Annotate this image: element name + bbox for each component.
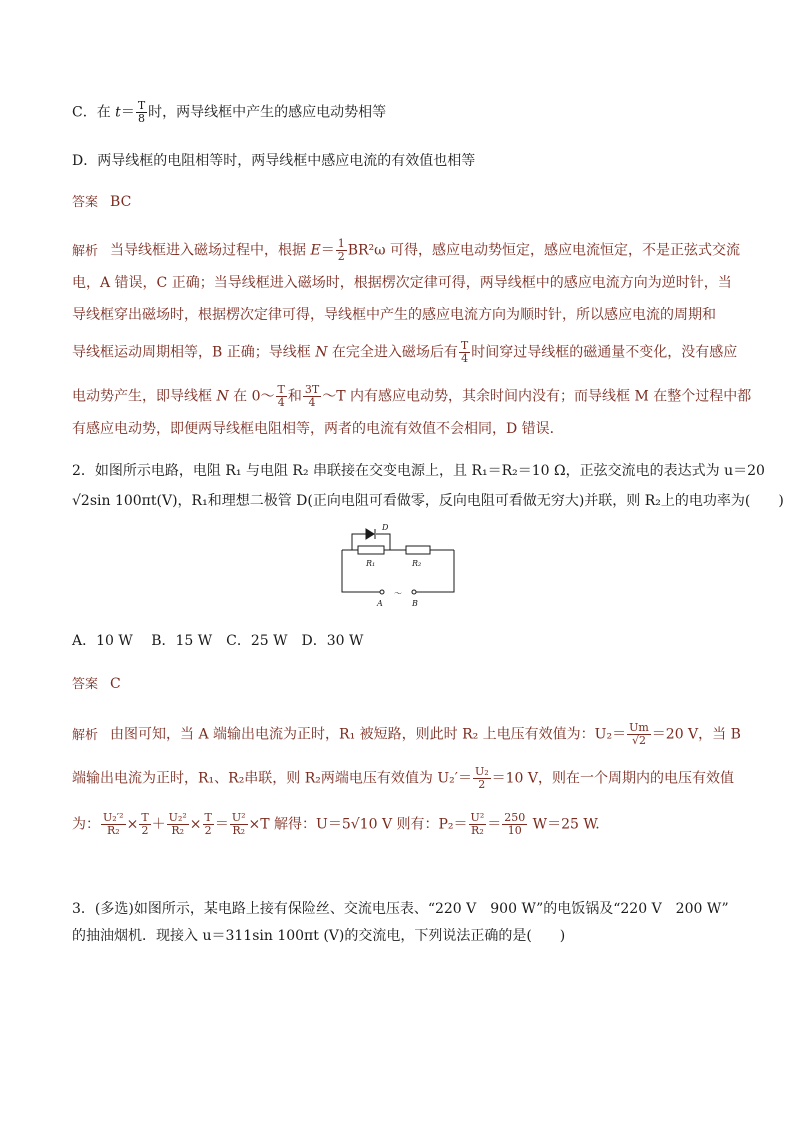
resistor-r2 bbox=[406, 546, 430, 554]
explanation-1-line-4: 导线框运动周期相等，B 正确；导线框 N 在完全进入磁场后有 $\frac{T}{4}$ 时间穿过导线框的磁通量不变化，没有感应 bbox=[72, 339, 738, 365]
option-c-text: 时，两导线框中产生的感应电动势相等 bbox=[148, 104, 387, 121]
answer-label: 答案 bbox=[72, 677, 99, 692]
equals: ＝ bbox=[120, 104, 135, 121]
left-wire bbox=[342, 550, 380, 592]
question-2-line-2: √2sin 100πt(V)，R₁和理想二极管 D(正向电阻可看做零，反向电阻可看做无穷大)并联，则 R₂上的电功率为( ) bbox=[72, 493, 784, 509]
fraction-u2-over-2: $\frac{\text{U₂}}{2}$ bbox=[474, 765, 489, 791]
r2-label: R₂ bbox=[412, 559, 422, 568]
fraction-t-over-4: $\frac{T}{4}$ bbox=[277, 383, 285, 409]
terminal-b bbox=[412, 590, 416, 594]
question-3-line-1: 3．(多选)如图所示，某电路上接有保险丝、交流电压表、“220 V 900 W”的电饭锅及“220 V 200 W” bbox=[72, 901, 729, 917]
question-3-line-2: 的抽油烟机．现接入 u＝311sin 100πt (V)的交流电，下列说法正确的是( ) bbox=[72, 928, 566, 944]
answer-2 bbox=[72, 673, 734, 696]
ac-source-symbol: ～ bbox=[394, 589, 402, 598]
right-wire bbox=[416, 550, 454, 592]
explanation-1-line-2: 电，A 错误，C 正确；当导线框进入磁场时，根据楞次定律可得，两导线框中的感应电流方向为逆时针，当 bbox=[72, 275, 732, 291]
option-d: D．两导线框的电阻相等时，两导线框中感应电流的有效值也相等 bbox=[72, 153, 476, 169]
fraction-um-over-root2: $\frac{Um}{√2}$ bbox=[629, 721, 649, 747]
r1-label: R₁ bbox=[366, 559, 376, 568]
answer-value: BC bbox=[110, 194, 132, 210]
answer-1 bbox=[72, 191, 734, 214]
resistor-r1 bbox=[358, 546, 384, 554]
terminal-b-label: B bbox=[412, 599, 418, 608]
var-t: t bbox=[115, 104, 121, 121]
explanation-1-line-1: 解析 当导线框进入磁场过程中，根据 E＝ $\frac{1}{2}$ BR²ω 可得，感应电动势恒定，感应电流恒定，不是正弦式交流 bbox=[72, 237, 741, 263]
fraction-3t-over-4: $\frac{3T}{4}$ bbox=[304, 383, 320, 409]
answer-value: C bbox=[110, 676, 121, 692]
explanation-1-line-5: 电动势产生，即导线框 N 在 0～ $\frac{T}{4}$ 和 $\frac{3T}{4}$ ～T 内有感应电动势，其余时间内没有；而导线框 M 在整个过程中都 bbox=[72, 383, 752, 409]
explanation-1-line-6: 有感应电动势，即便两导线框电阻相等，两者的电流有效值不会相同，D 错误． bbox=[72, 421, 564, 437]
explanation-label: 解析 bbox=[72, 727, 99, 743]
fraction-one-half: $\frac{1}{2}$ bbox=[337, 237, 345, 263]
terminal-a bbox=[380, 590, 384, 594]
explanation-2-line-1: 解析 由图可知，当 A 端输出电流为正时，R₁ 被短路，则此时 R₂ 上电压有效值为：U₂＝ $\frac{Um}{√2}$ ＝20 V，当 B bbox=[72, 721, 741, 747]
terminal-a-label: A bbox=[377, 599, 383, 608]
explanation-label: 解析 bbox=[72, 243, 99, 259]
diode-symbol bbox=[366, 529, 374, 539]
explanation-1-line-3: 导线框穿出磁场时，根据楞次定律可得，导线框中产生的感应电流方向为顺时针，所以感应电流的周期和 bbox=[72, 307, 716, 323]
question-2-line-1: 2．如图所示电路，电阻 R₁ 与电阻 R₂ 串联接在交变电源上，且 R₁＝R₂＝10 Ω，正弦交流电的表达式为 u＝20 bbox=[72, 463, 765, 479]
option-c-prefix: C．在 bbox=[72, 104, 116, 121]
question-2-options: A．10 W B．15 W C．25 W D．30 W bbox=[72, 633, 364, 649]
fraction-t-over-8: $\frac{T}{8}$ bbox=[137, 99, 146, 125]
option-c bbox=[72, 100, 734, 125]
fraction-t-over-4: $\frac{T}{4}$ bbox=[460, 339, 469, 365]
diode-label: D bbox=[382, 523, 389, 532]
circuit-diagram bbox=[338, 520, 458, 612]
answer-label: 答案 bbox=[72, 195, 99, 210]
explanation-2-line-3: 为： $\frac{\text{U₂′²}}{\text{R₂}}$ × $\frac{T}{2}$ ＋ $\frac{\text{U₂²}}{\text{R₂}}$ × $\frac{T}{2}$ ＝ $\frac{\text{U²}}{\text{R₂}}$ ×T 解得：U＝5√10 V 则有：P₂＝ $\frac{\text{U²}}{\text{R₂}}$ ＝ $\frac{250}{10}$ W＝25 W. bbox=[72, 811, 600, 837]
explanation-2-line-2: 端输出电流为正时，R₁、R₂串联，则 R₂两端电压有效值为 U₂′＝ $\frac{\text{U₂}}{2}$ ＝10 V，则在一个周期内的电压有效值 bbox=[72, 765, 735, 791]
